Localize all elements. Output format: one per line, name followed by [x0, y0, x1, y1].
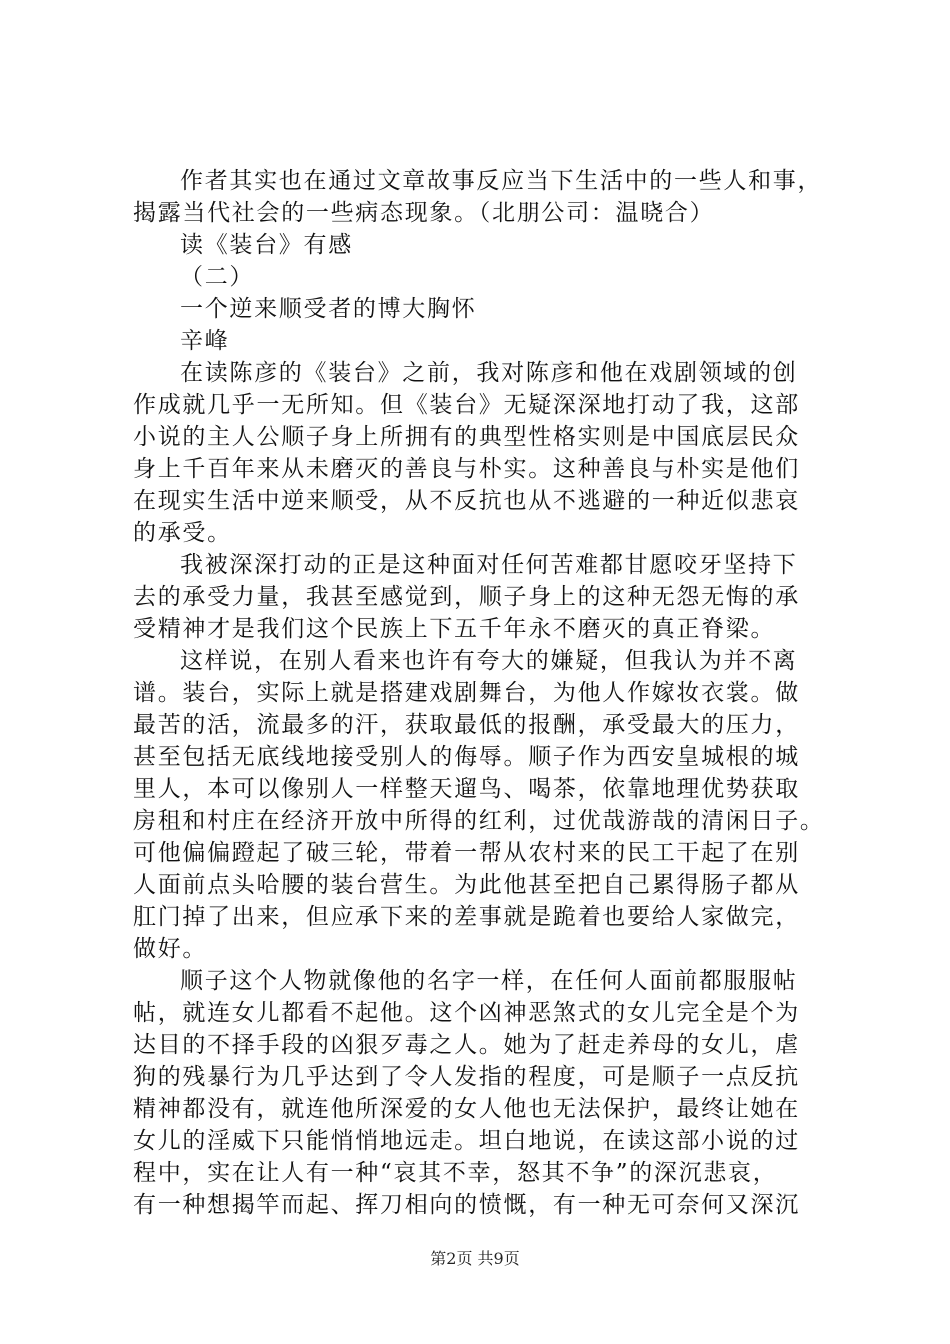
text-line: 精神都没有，就连他所深爱的女人他也无法保护，最终让她在: [133, 1096, 800, 1122]
text-line: 女儿的淫威下只能悄悄地远走。坦白地说，在读这部小说的过: [133, 1128, 800, 1154]
text-line: 顺子这个人物就像他的名字一样，在任何人面前都服服帖: [180, 968, 798, 994]
text-line: 肛门掉了出来，但应承下来的差事就是跪着也要给人家做完，: [133, 904, 800, 930]
text-line: 最苦的活，流最多的汗，获取最低的报酬，承受最大的压力，: [133, 712, 800, 738]
text-line: 揭露当代社会的一些病态现象。（北朋公司：温晓合）: [133, 200, 715, 226]
text-line: 甚至包括无底线地接受别人的侮辱。顺子作为西安皇城根的城: [133, 744, 800, 770]
text-line: 作成就几乎一无所知。但《装台》无疑深深地打动了我，这部: [133, 392, 800, 418]
text-line: 人面前点头哈腰的装台营生。为此他甚至把自己累得肠子都从: [133, 872, 800, 898]
article-subtitle: 一个逆来顺受者的博大胸怀: [180, 296, 477, 322]
article-author: 辛峰: [180, 328, 230, 354]
text-line: 房租和村庄在经济开放中所得的红利，过优哉游哉的清闲日子。: [133, 808, 825, 834]
text-line: 狗的残暴行为几乎达到了令人发指的程度，可是顺子一点反抗: [133, 1064, 800, 1090]
text-line: 有一种想揭竿而起、挥刀相向的愤慨，有一种无可奈何又深沉: [133, 1192, 800, 1218]
text-line: 可他偏偏蹬起了破三轮，带着一帮从农村来的民工干起了在别: [133, 840, 800, 866]
text-line: 我被深深打动的正是这种面对任何苦难都甘愿咬牙坚持下: [180, 552, 798, 578]
text-line: 去的承受力量，我甚至感觉到，顺子身上的这种无怨无悔的承: [133, 584, 800, 610]
document-body: [133, 165, 833, 1221]
page-number-footer: 第2页 共9页: [430, 1249, 520, 1268]
text-line: 帖，就连女儿都看不起他。这个凶神恶煞式的女儿完全是个为: [133, 1000, 800, 1026]
text-line: 程中，实在让人有一种“哀其不幸，怒其不争”的深沉悲哀，: [133, 1160, 778, 1186]
text-line: 身上千百年来从未磨灭的善良与朴实。这种善良与朴实是他们: [133, 456, 800, 482]
text-line: 这样说，在别人看来也许有夸大的嫌疑，但我认为并不离: [180, 648, 798, 674]
text-line: 小说的主人公顺子身上所拥有的典型性格实则是中国底层民众: [133, 424, 800, 450]
text-line: 作者其实也在通过文章故事反应当下生活中的一些人和事，: [180, 168, 823, 194]
text-line: 在读陈彦的《装台》之前，我对陈彦和他在戏剧领域的创: [180, 360, 798, 386]
text-line: 的承受。: [133, 520, 232, 546]
text-line: 做好。: [133, 936, 208, 962]
text-line: 谱。装台，实际上就是搭建戏剧舞台，为他人作嫁妆衣裳。做: [133, 680, 800, 706]
text-line: 达目的不择手段的凶狠歹毒之人。她为了赶走养母的女儿，虐: [133, 1032, 800, 1058]
text-line: 在现实生活中逆来顺受，从不反抗也从不逃避的一种近似悲哀: [133, 488, 800, 514]
article-part-number: （二）: [180, 264, 255, 290]
article-title: 读《装台》有感: [180, 232, 353, 258]
text-line: 受精神才是我们这个民族上下五千年永不磨灭的真正脊梁。: [133, 616, 776, 642]
text-line: 里人，本可以像别人一样整天遛鸟、喝茶，依靠地理优势获取: [133, 776, 800, 802]
